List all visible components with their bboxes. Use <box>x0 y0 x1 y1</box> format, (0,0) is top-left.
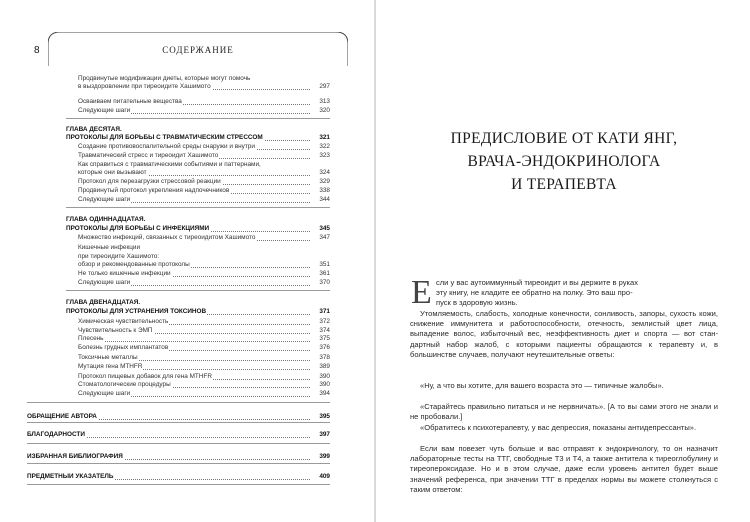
toc-chapter-entry <box>66 308 330 316</box>
toc-entry-title: Протокол пищевых добавок для гена MTHFR <box>78 373 212 380</box>
toc-entry-title: ПРОТОКОЛЫ ДЛЯ БОРЬБЫ С ТРАВМАТИЧЕСКИМ СТРЕССОМ <box>66 134 263 141</box>
toc-page-number: 322 <box>319 143 330 150</box>
toc-page-number: 409 <box>319 473 330 480</box>
toc-page-number: 390 <box>319 373 330 380</box>
toc-entry <box>78 327 330 335</box>
toc-entry <box>78 161 330 169</box>
toc-page-number: 338 <box>319 187 330 194</box>
toc-entry-title: ПРОТОКОЛЫ ДЛЯ УСТРАНЕНИЯ ТОКСИНОВ <box>66 308 207 315</box>
toc-entry <box>78 75 330 83</box>
toc-entry <box>78 261 330 269</box>
toc-page-number: 324 <box>319 169 330 176</box>
section-divider <box>66 290 330 291</box>
toc-page-number: 394 <box>319 390 330 397</box>
toc-entry-title: ПРОТОКОЛЫ ДЛЯ БОРЬБЫ С ИНФЕКЦИЯМИ <box>66 225 210 232</box>
toc-entry-title: ГЛАВА ДВЕНАДЦАТАЯ. <box>66 299 141 306</box>
toc-entry-title: Осваиваем питательные вещества <box>78 98 182 105</box>
toc-page-number: 371 <box>319 308 330 315</box>
toc-entry <box>78 253 330 261</box>
toc-entry <box>78 381 330 389</box>
toc-entry <box>78 143 330 151</box>
toc-entry-title: при тиреоидите Хашимото: <box>78 253 160 260</box>
section-divider <box>66 207 330 208</box>
toc-chapter-entry <box>27 453 330 461</box>
toc-entry <box>78 335 330 343</box>
toc-page-number: 297 <box>319 83 330 90</box>
toc-entry <box>78 178 330 186</box>
toc-entry-title: ОБРАЩЕНИЕ АВТОРА <box>27 413 97 420</box>
toc-entry-title: которые они вызывают <box>78 169 147 176</box>
section-divider <box>27 463 330 464</box>
preface-title-line: И ТЕРАПЕВТА <box>511 176 617 193</box>
toc-entry-title: Протокол для перезагрузки стрессовой реакции <box>78 178 221 185</box>
toc-page-number: 370 <box>319 279 330 286</box>
first-paragraph-line: сли у вас аутоиммунный тиреоидит и вы держите в руках <box>436 278 638 287</box>
toc-page-number: 390 <box>319 381 330 388</box>
toc-page-number: 374 <box>319 327 330 334</box>
preface-title-line: ПРЕДИСЛОВИЕ ОТ КАТИ ЯНГ, <box>450 130 678 147</box>
toc-entry-title: Плесень <box>78 335 104 342</box>
toc-page-number: 375 <box>319 335 330 342</box>
toc-entry <box>78 234 330 242</box>
first-paragraph <box>436 278 718 309</box>
body-paragraph: «Обратитесь к психотерапевту, у вас депрессия, показаны антидепрессанты». <box>420 423 697 432</box>
toc-chapter-entry <box>27 413 330 421</box>
toc-page-number: 344 <box>319 196 330 203</box>
toc-entry-title: в выздоровлении при тиреоидите Хашимото <box>78 83 211 90</box>
toc-entry-title: Кишечные инфекции <box>78 244 141 251</box>
toc-entry-title: ИЗБРАННАЯ БИБЛИОГРАФИЯ <box>27 453 123 460</box>
toc-page-number: 395 <box>319 413 330 420</box>
toc-page-number: 329 <box>319 178 330 185</box>
toc-entry-title: Чувствительность к ЭМП <box>78 327 153 334</box>
toc-page-number: 313 <box>319 98 330 105</box>
toc-chapter-entry <box>66 299 330 307</box>
drop-cap: Е <box>411 274 432 311</box>
body-paragraph: «Ну, а что вы хотите, для вашего возраста это — типичные жалобы». <box>420 381 664 390</box>
first-paragraph-line: пуск в здоровую жизнь. <box>436 298 518 308</box>
toc-page-number: 376 <box>319 344 330 351</box>
toc-entry-title: Создание противовоспалительной среды снаружи и внутри <box>78 143 255 150</box>
toc-page-number: 361 <box>319 270 330 277</box>
toc-chapter-entry <box>27 473 330 481</box>
toc-entry <box>78 98 330 106</box>
toc-entry <box>78 279 330 287</box>
toc-page-number: 399 <box>319 453 330 460</box>
page-number: 8 <box>34 45 40 56</box>
toc-entry-title: Продвинутые модификации диеты, которые могут помочь <box>78 75 251 82</box>
toc-entry <box>78 344 330 352</box>
toc-entry-title: Химическая чувствительность <box>78 318 169 325</box>
toc-entry-title: ГЛАВА ОДИННАДЦАТАЯ. <box>66 216 146 223</box>
toc-entry <box>78 187 330 195</box>
toc-entry <box>78 83 330 91</box>
toc-entry-title: ГЛАВА ДЕСЯТАЯ. <box>66 126 122 133</box>
toc-page-number: 389 <box>319 363 330 370</box>
running-header: СОДЕРЖАНИЕ <box>162 45 234 55</box>
toc-entry-title: Стоматологические процедуры <box>78 381 171 388</box>
toc-entry <box>78 169 330 177</box>
toc-entry-title: Следующие шаги <box>78 279 131 286</box>
toc-entry <box>78 107 330 115</box>
body-paragraph: Если вам повезет чуть больше и вас отправят к эндокринологу, то он назначит лабораторные тесты на ТТГ, свободные Т3 и Т4, а также антитела к тиреоглобулину и тиреопероксидазе. Но и в этом случае, даже если уровень антител будет выше значений референса, при значении ТТГ в пределах нормы вы можете столкнуться с таким ответом: <box>410 444 718 494</box>
toc-entry <box>78 354 330 362</box>
toc-entry <box>78 318 330 326</box>
toc-page-number: 345 <box>319 225 330 232</box>
toc-entry <box>78 363 330 371</box>
toc-entry-title: Болезнь грудных имплантатов <box>78 344 169 351</box>
toc-entry-title: Токсичные металлы <box>78 354 138 361</box>
toc-chapter-entry <box>27 431 330 439</box>
section-divider <box>27 402 330 403</box>
toc-entry-title: обзор и рекомендованные протоколы <box>78 261 190 268</box>
toc-entry <box>78 152 330 160</box>
toc-chapter-entry <box>66 216 330 224</box>
toc-entry-title: Как справиться с травматическими событиями и паттернами, <box>78 161 261 168</box>
toc-page-number: 321 <box>319 134 330 141</box>
toc-page-number: 323 <box>319 152 330 159</box>
section-divider <box>27 422 330 423</box>
left-page <box>0 0 374 522</box>
toc-entry-title: БЛАГОДАРНОСТИ <box>27 431 85 438</box>
toc-page-number: 351 <box>319 261 330 268</box>
toc-chapter-entry <box>66 126 330 134</box>
toc-page-number: 372 <box>319 318 330 325</box>
toc-entry <box>78 390 330 398</box>
body-paragraph: «Старайтесь правильно питаться и не нервничать». [А то вы сами этого не знали и не пробовали.] <box>410 402 718 422</box>
preface-title-line: ВРАЧА-ЭНДОКРИНОЛОГА <box>467 153 661 170</box>
toc-entry <box>78 244 330 252</box>
toc-page-number: 378 <box>319 354 330 361</box>
toc-page-number: 397 <box>319 431 330 438</box>
toc-entry-title: Продвинутый протокол укрепления надпочечников <box>78 187 230 194</box>
first-paragraph-line: эту книгу, не кладите ее обратно на полку. Это ваш про- <box>436 288 633 298</box>
toc-chapter-entry <box>66 134 330 142</box>
toc-entry-title: Травматический стресс и тиреоидит Хашимото <box>78 152 219 159</box>
section-divider <box>66 118 330 119</box>
toc-page-number: 320 <box>319 107 330 114</box>
toc-entry-title: ПРЕДМЕТНЫЙ УКАЗАТЕЛЬ <box>27 473 114 480</box>
toc-chapter-entry <box>66 225 330 233</box>
toc-entry-title: Не только кишечные инфекции <box>78 270 171 277</box>
toc-entry-title: Мутация гена MTHFR <box>78 363 143 370</box>
toc-entry <box>78 196 330 204</box>
body-paragraph: Утомляемость, слабость, холодные конечности, сонливость, запоры, сухость кожи, снижение иммунитета и работоспособности, отечность, землистый цвет лица, выпадение волос, избыточный вес, неэффективность диет и спорта — вот стандартный набор жалоб, с которыми пациенты обращаются к терапевту и, в большинстве случаев, получают неутешительные ответы: <box>410 309 718 359</box>
toc-entry <box>78 270 330 278</box>
toc-entry-title: Следующие шаги <box>78 107 131 114</box>
preface-title <box>410 127 718 196</box>
toc-entry-title: Следующие шаги <box>78 390 131 397</box>
toc-entry-title: Следующие шаги <box>78 196 131 203</box>
toc-page-number: 347 <box>319 234 330 241</box>
section-divider <box>27 443 330 444</box>
section-divider <box>27 484 330 485</box>
toc-entry <box>78 373 330 381</box>
toc-entry-title: Множество инфекций, связанных с тиреоидитом Хашимото <box>78 234 256 241</box>
toc-leader-dots <box>78 341 310 342</box>
